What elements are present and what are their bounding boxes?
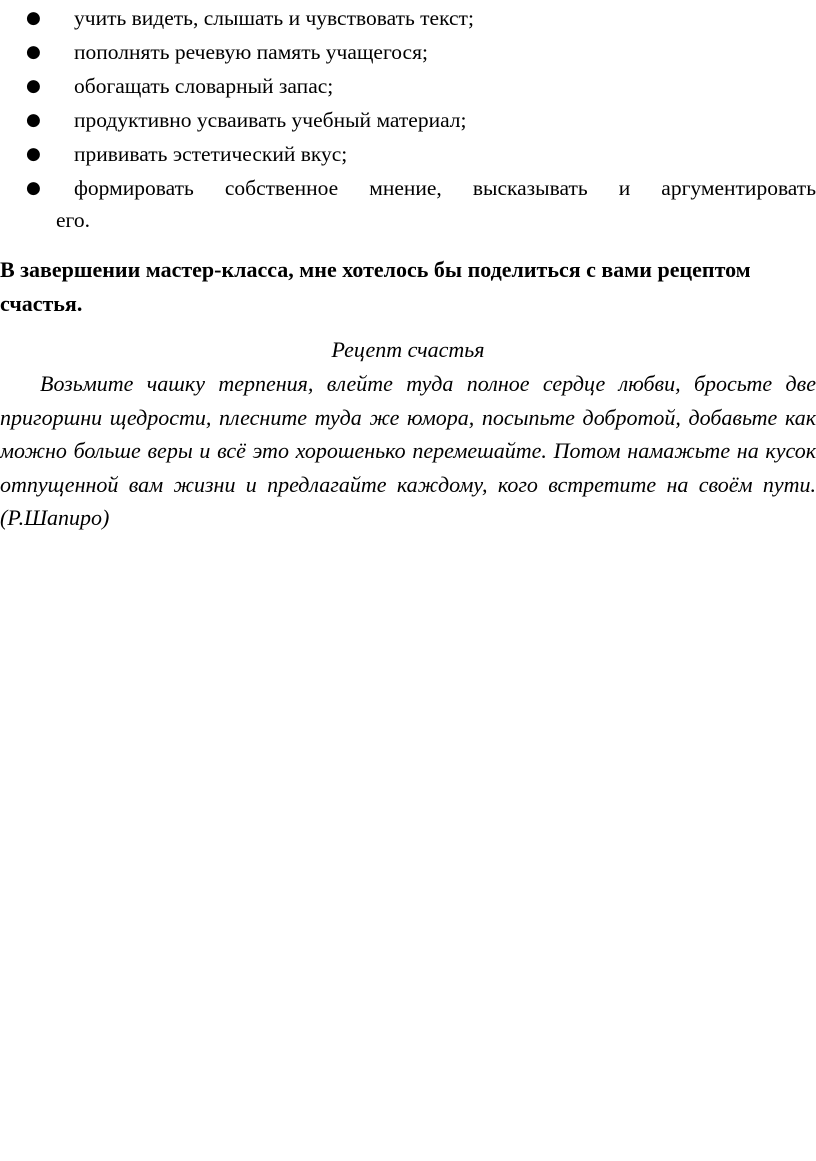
bullet-dot-icon: ● (26, 110, 41, 130)
bullet-dot-icon: ● (26, 144, 41, 164)
closing-statement: В завершении мастер-класса, мне хотелось бы поделиться с вами рецептом счастья. (0, 257, 751, 316)
list-item-text: продуктивно усваивать учебный материал; (74, 108, 467, 132)
list-item-text: прививать эстетический вкус; (74, 142, 348, 166)
list-item-text: пополнять речевую память учащегося; (74, 40, 428, 64)
list-item (0, 138, 816, 170)
list-item (0, 36, 816, 68)
list-item (0, 104, 816, 136)
list-item (0, 2, 816, 34)
goals-bullet-list (0, 2, 816, 238)
recipe-body: Возьмите чашку терпения, влейте туда полное сердце любви, бросьте две пригоршни щедрости, плесните туда же юмора, посыпьте добротой, добавьте как можно больше веры и всё это хорошенько перемешайте. Потом намажьте на кусок отпущенной вам жизни и предлагайте каждому, кого встретите на своём пути. (Р.Шапиро) (0, 371, 816, 530)
list-item-text: учить видеть, слышать и чувствовать текст; (74, 6, 474, 30)
list-item-continuation: его. (56, 208, 90, 232)
list-item-text: формировать собственное мнение, высказывать и аргументировать (74, 176, 816, 200)
bullet-dot-icon: ● (26, 8, 41, 28)
bullet-dot-icon: ● (26, 178, 41, 198)
list-item-text: обогащать словарный запас; (74, 74, 334, 98)
recipe-title: Рецепт счастья (331, 337, 485, 362)
bullet-dot-icon: ● (26, 42, 41, 62)
bullet-dot-icon: ● (26, 76, 41, 96)
list-item (0, 172, 816, 236)
list-item (0, 70, 816, 102)
